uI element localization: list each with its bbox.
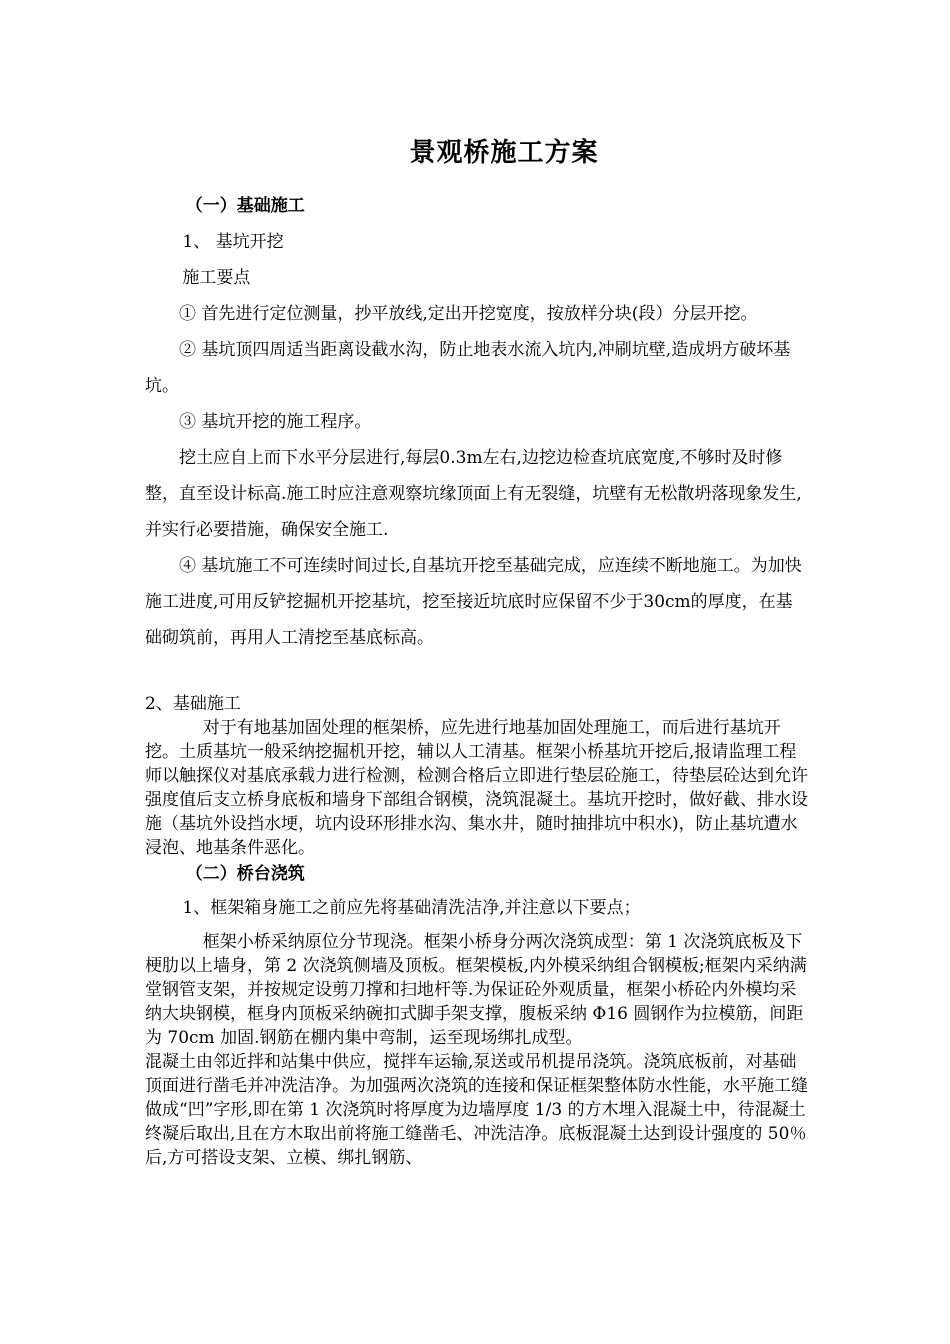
paragraph-point-2: ② 基坑顶四周适当距离设截水沟，防止地表水流入坑内,冲刷坑壁,造成坍方破坏基坑。 bbox=[145, 340, 791, 396]
paragraph-concrete: 混凝土由邻近拌和站集中供应，搅拌车运输,泵送或吊机提吊浇筑。浇筑底板前，对基础顶面进行凿毛并冲洗洁净。为加强两次浇筑的连接和保证框架整体防水性能，水平施工缝做成“凹”字形,即在第 1 次浇筑时将厚度为边墙厚度 1/3 的方木埋入混凝土中，待混凝土终凝后取出,且在方木取出前将施工缝凿毛、冲洗洁净。底板混凝土达到设计强度的 50％后,方可搭设支架、立模、绑扎钢筋、 bbox=[145, 1052, 808, 1168]
subsection-1-2: 2、基础施工 bbox=[145, 694, 241, 714]
section-1-heading: （一）基础施工 bbox=[185, 196, 305, 216]
paragraph-point-4: ④ 基坑施工不可连续时间过长,自基坑开挖至基础完成，应连续不断地施工。为加快施工进度,可用反铲挖掘机开挖基坑，挖至接近坑底时应保留不少于30cm的厚度，在基础砌筑前，再用人工清挖至基底标高。 bbox=[145, 556, 802, 648]
points-title: 施工要点 bbox=[182, 268, 251, 288]
subsection-2-1: 1、框架箱身施工之前应先将基础清洗洁净,并注意以下要点； bbox=[182, 898, 641, 918]
paragraph-excavation: 挖土应自上而下水平分层进行,每层0.3m左右,边挖边检查坑底宽度,不够时及时修整，直至设计标高.施工时应注意观察坑缘顶面上有无裂缝，坑壁有无松散坍落现象发生,并实行必要措施，确保安全施工. bbox=[145, 448, 802, 540]
paragraph-point-3: ③ 基坑开挖的施工程序。 bbox=[179, 412, 372, 432]
section-1 bbox=[145, 188, 809, 656]
subsection-1-1: 1、 基坑开挖 bbox=[182, 232, 284, 252]
paragraph-foundation: 对于有地基加固处理的框架桥，应先进行地基加固处理施工，而后进行基坑开挖。土质基坑一般采纳挖掘机开挖，辅以人工清基。框架小桥基坑开挖后,报请监理工程师以触探仪对基底承载力进行检测，检测合格后立即进行垫层砼施工，待垫层砼达到允许强度值后支立桥身底板和墙身下部组合钢模，浇筑混凝土。基坑开挖时，做好截、排水设施（基坑外设挡水埂，坑内设环形排水沟、集水井，随时抽排坑中积水)，防止基坑遭水浸泡、地基条件恶化。 bbox=[145, 718, 808, 858]
section-2-heading: （二）桥台浇筑 bbox=[185, 864, 305, 884]
section-1-foundation bbox=[145, 692, 809, 860]
paragraph-frame-bridge: 框架小桥采纳原位分节现浇。框架小桥身分两次浇筑成型：第 1 次浇筑底板及下梗肋以上墙身，第 2 次浇筑侧墙及顶板。框架模板,内外模采纳组合钢模板;框架内采纳满堂钢管支架，并按规定设剪刀撑和扫地杆等.为保证砼外观质量，框架小桥砼内外模均采纳大块钢模，框身内顶板采纳碗扣式脚手架支撑，腹板采纳 Φ16 圆钢作为拉模筋，间距为 70cm 加固.钢筋在棚内集中弯制，运至现场绑扎成型。 bbox=[145, 932, 807, 1048]
paragraph-point-1: ① 首先进行定位测量，抄平放线,定出开挖宽度，按放样分块(段）分层开挖。 bbox=[179, 304, 758, 324]
page-title: 景观桥施工方案 bbox=[409, 138, 599, 168]
section-2 bbox=[145, 862, 809, 1170]
